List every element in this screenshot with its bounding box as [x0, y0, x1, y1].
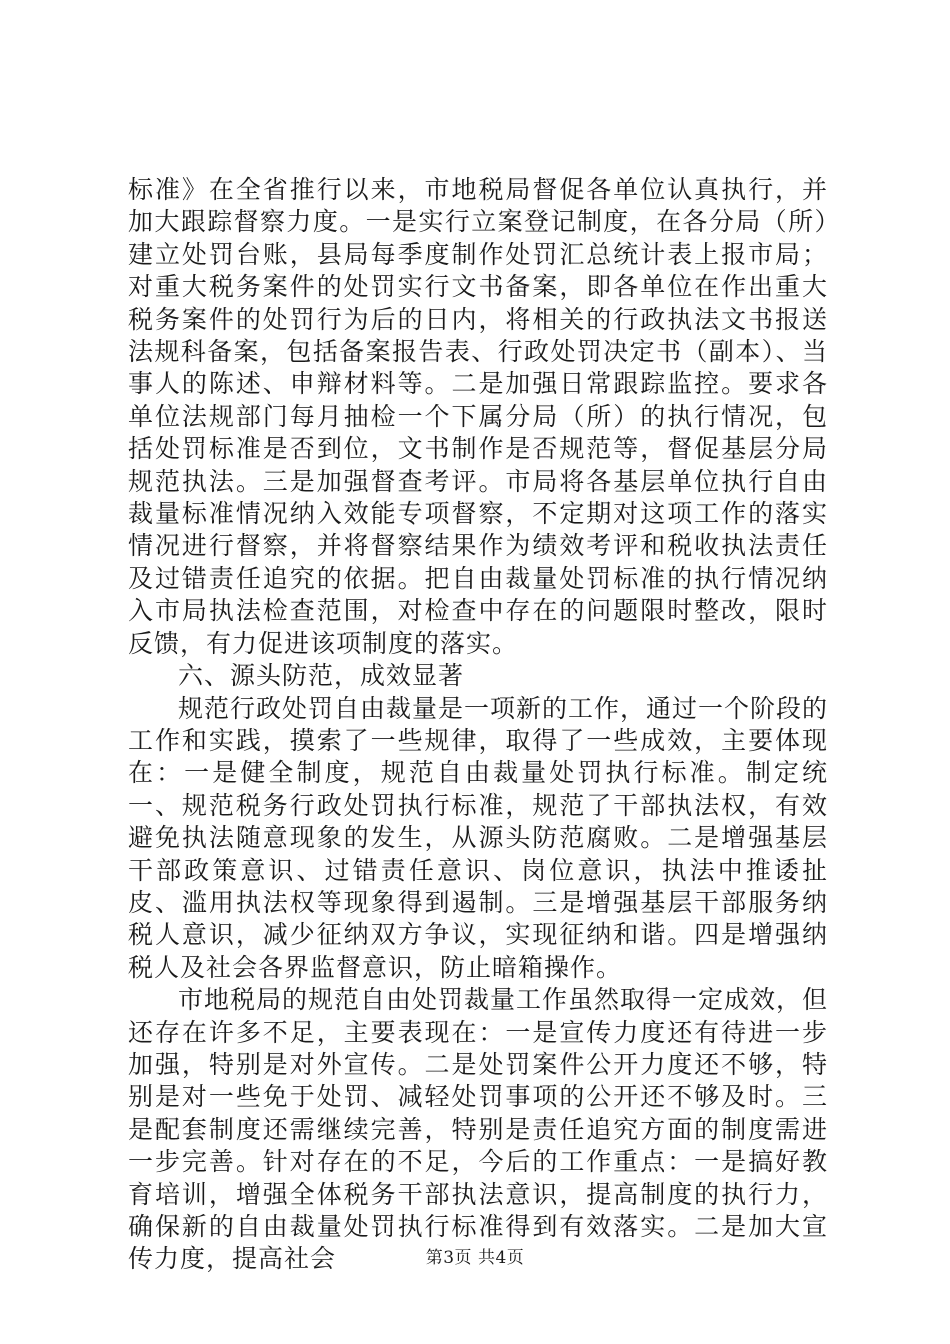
- section-heading: 六、源头防范，成效显著: [178, 661, 465, 691]
- paragraph-achievements: 规范行政处罚自由裁量是一项新的工作，通过一个阶段的工作和实践，摸索了一些规律，取得了一些成效，主要体现在：一是健全制度，规范自由裁量处罚执行标准。制定统一、规范税务行政处罚执行标准，规范了干部执法权，有效避免执法随意现象的发生，从源头防范腐败。二是增强基层干部政策意识、过错责任意识、岗位意识，执法中推诿扯皮、滥用执法权等现象得到遏制。三是增强基层干部服务纳税人意识，减少征纳双方争议，实现征纳和谐。四是增强纳税人及社会各界监督意识，防止暗箱操作。: [128, 693, 829, 982]
- page-number-footer: 第3页 共4页: [425, 1248, 525, 1268]
- document-body: [128, 174, 828, 1276]
- paragraph-continuation: 标准》在全省推行以来，市地税局督促各单位认真执行，并加大跟踪督察力度。一是实行立案登记制度，在各分局（所）建立处罚台账，县局每季度制作处罚汇总统计表上报市局；对重大税务案件的处罚实行文书备案，即各单位在作出重大税务案件的处罚行为后的日内，将相关的行政执法文书报送法规科备案，包括备案报告表、行政处罚决定书（副本）、当事人的陈述、申辩材料等。二是加强日常跟踪监控。要求各单位法规部门每月抽检一个下属分局（所）的执行情况，包括处罚标准是否到位，文书制作是否规范等，督促基层分局规范执法。三是加强督查考评。市局将各基层单位执行自由裁量标准情况纳入效能专项督察，不定期对这项工作的落实情况进行督察，并将督察结果作为绩效考评和税收执法责任及过错责任追究的依据。把自由裁量处罚标准的执行情况纳入市局执法检查范围，对检查中存在的问题限时整改，限时反馈，有力促进该项制度的落实。: [128, 175, 828, 658]
- paragraph-shortcomings: 市地税局的规范自由处罚裁量工作虽然取得一定成效，但还存在许多不足，主要表现在：一是宣传力度还有待进一步加强，特别是对外宣传。二是处罚案件公开力度还不够，特别是对一些免于处罚、减轻处罚事项的公开还不够及时。三是配套制度还需继续完善，特别是责任追究方面的制度需进一步完善。针对存在的不足，今后的工作重点：一是搞好教育培训，增强全体税务干部执法意识，提高制度的执行力，确保新的自由裁量处罚执行标准得到有效落实。二是加大宣传力度，提高社会: [128, 985, 829, 1274]
